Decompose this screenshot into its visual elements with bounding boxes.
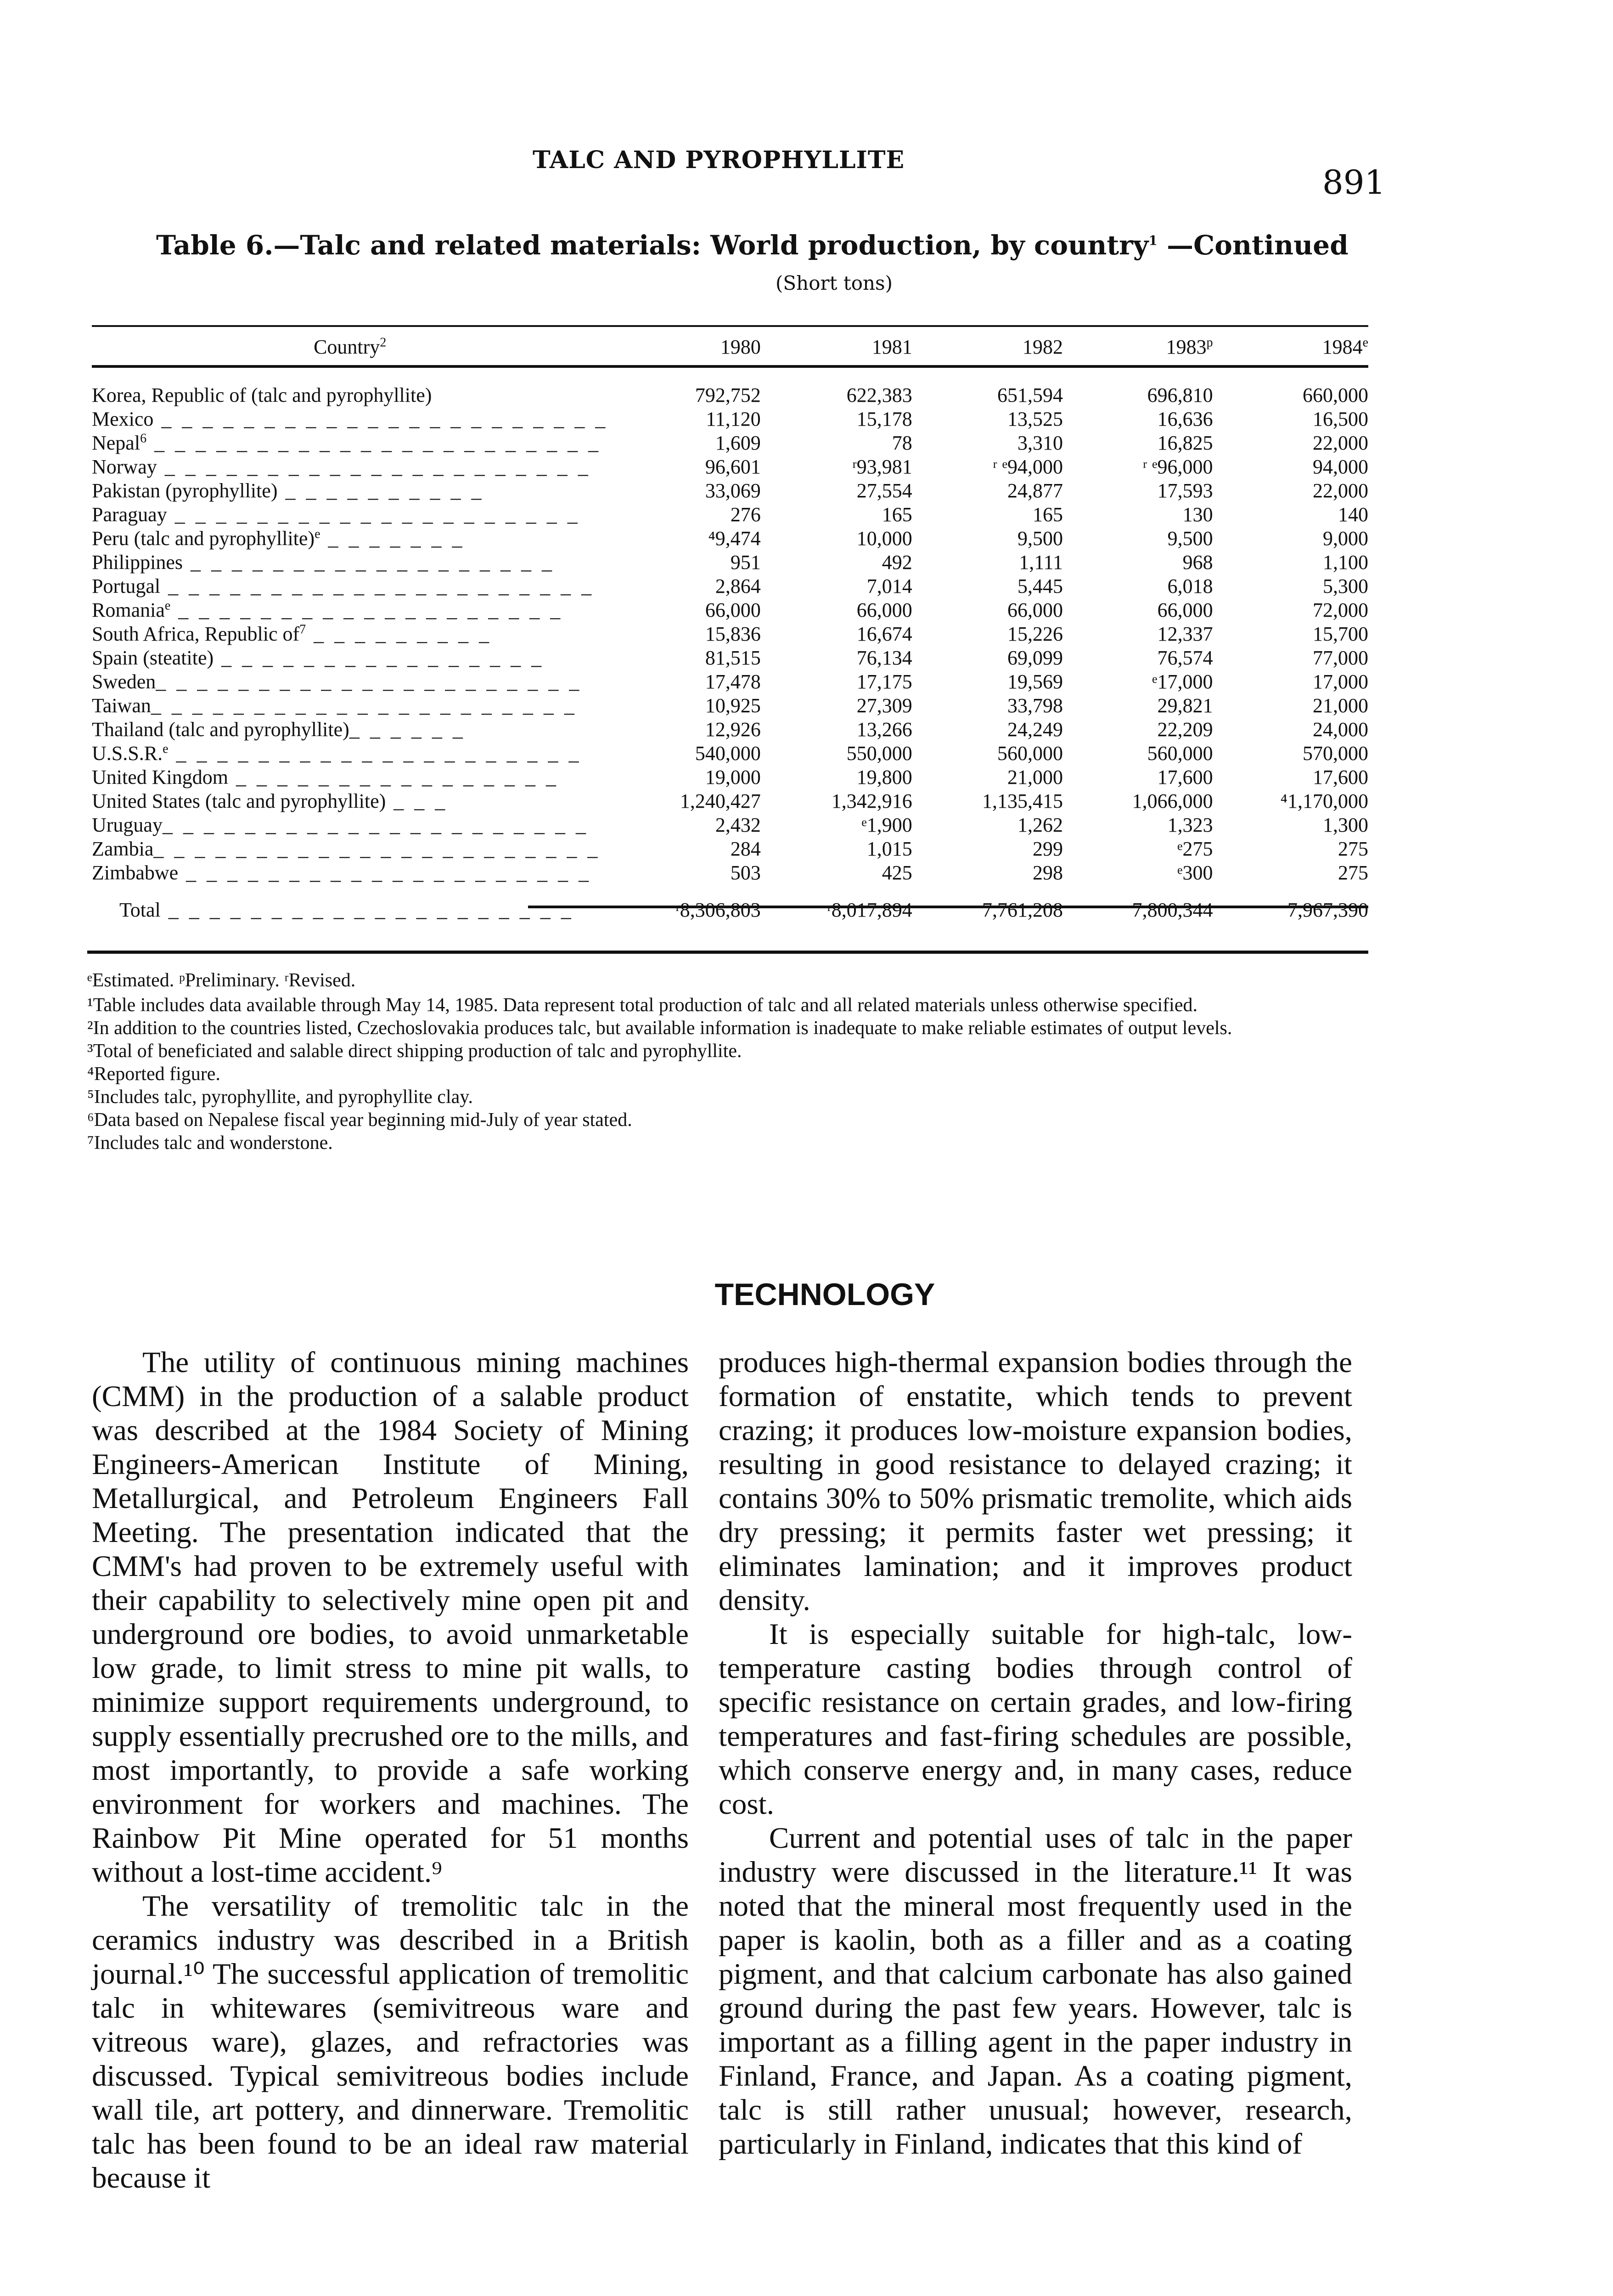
value-cell: ʳ ᵉ94,000 xyxy=(993,456,1063,478)
table-row xyxy=(92,598,1368,622)
table-title-text: Table 6.—Talc and related materials: World production, by country xyxy=(156,230,1149,261)
footnote: ⁵Includes talc, pyrophyllite, and pyrophyllite clay. xyxy=(87,1086,473,1108)
value-cell: 66,000 xyxy=(856,599,912,621)
leader-dots: _ _ _ xyxy=(386,790,448,812)
value-cell: 16,825 xyxy=(1157,432,1213,454)
country-cell xyxy=(92,718,608,742)
table-row xyxy=(92,861,1368,885)
value-cell: 550,000 xyxy=(846,742,912,765)
column-header xyxy=(92,328,608,365)
value-cell: 2,864 xyxy=(715,575,761,597)
total-value-cell: 7,967,390 xyxy=(1287,899,1368,921)
country-cell xyxy=(92,527,608,551)
value-cell: 492 xyxy=(882,551,912,574)
column-header-sup: p xyxy=(1206,335,1213,349)
value-cell: 9,000 xyxy=(1323,527,1368,550)
value-cell: 15,836 xyxy=(705,623,761,645)
total-value-cell: ʳ8,306,803 xyxy=(675,899,761,921)
total-row xyxy=(92,885,1368,935)
column-header xyxy=(912,328,1063,365)
value-cell: 21,000 xyxy=(1007,766,1063,788)
value-cell: 33,069 xyxy=(705,479,761,502)
table-units: (Short tons) xyxy=(776,272,893,294)
footnote: ⁶Data based on Nepalese fiscal year beginning mid-July of year stated. xyxy=(87,1109,632,1131)
value-cell: 24,000 xyxy=(1313,718,1368,741)
value-cell: 11,120 xyxy=(706,408,761,430)
country-sup: 7 xyxy=(299,622,306,637)
value-cell: 951 xyxy=(730,551,761,574)
table-row xyxy=(92,407,1368,431)
country-name: United Kingdom xyxy=(92,766,228,788)
value-cell: 1,100 xyxy=(1323,551,1368,574)
value-cell: 2,432 xyxy=(715,814,761,836)
table-row xyxy=(92,813,1368,837)
value-cell: 19,569 xyxy=(1007,670,1063,693)
value-cell: 1,111 xyxy=(1019,551,1063,574)
leader-dots: _ _ _ _ _ _ _ _ _ _ xyxy=(277,479,484,502)
country-name: Philippines xyxy=(92,551,183,574)
value-cell: 660,000 xyxy=(1303,384,1368,406)
value-cell: 9,500 xyxy=(1167,527,1213,550)
value-cell: 276 xyxy=(730,503,761,526)
value-cell: 13,266 xyxy=(856,718,912,741)
value-cell: 21,000 xyxy=(1313,694,1368,717)
column-header-label: 1980 xyxy=(720,335,761,358)
value-cell: 15,226 xyxy=(1007,623,1063,645)
footnote: ⁴Reported figure. xyxy=(87,1064,220,1085)
table-row xyxy=(92,837,1368,861)
value-cell: 76,574 xyxy=(1157,647,1213,669)
leader-dots: _ _ _ _ _ _ _ _ _ _ _ _ _ _ _ _ xyxy=(228,766,559,788)
country-name: U.S.S.R. xyxy=(92,742,163,765)
leader-dots: _ _ _ _ _ _ xyxy=(349,718,466,741)
page-number: 891 xyxy=(1322,163,1386,202)
value-cell: 165 xyxy=(882,503,912,526)
value-cell: 570,000 xyxy=(1303,742,1368,765)
country-name: Pakistan (pyrophyllite) xyxy=(92,479,278,502)
value-cell: 503 xyxy=(730,861,761,884)
value-cell: ᵉ275 xyxy=(1177,838,1213,860)
footnote: ³Total of beneficiated and salable direct shipping production of talc and pyrophyllite. xyxy=(87,1041,742,1062)
table-row xyxy=(92,765,1368,789)
value-cell: 284 xyxy=(730,838,761,860)
country-name: Spain (steatite) xyxy=(92,647,214,669)
leader-dots: _ _ _ _ _ _ _ _ _ _ _ _ _ _ _ _ _ _ _ _ xyxy=(168,742,582,765)
leader-dots: _ _ _ _ _ _ _ xyxy=(320,527,465,550)
value-cell: 1,300 xyxy=(1323,814,1368,836)
value-cell: 1,066,000 xyxy=(1132,790,1213,812)
value-cell: 165 xyxy=(1032,503,1063,526)
table-row xyxy=(92,646,1368,670)
column-header-label: 1984 xyxy=(1322,335,1363,358)
country-sup: e xyxy=(164,598,171,613)
country-cell xyxy=(92,551,608,574)
value-cell: 560,000 xyxy=(997,742,1063,765)
value-cell: 1,609 xyxy=(715,432,761,454)
value-cell: 33,798 xyxy=(1007,694,1063,717)
leader-dots: _ _ _ _ _ _ _ _ _ _ _ _ _ _ _ _ _ _ _ _ _ _ xyxy=(153,838,601,860)
value-cell: 17,175 xyxy=(856,670,912,693)
spacer-cell xyxy=(92,365,608,383)
column-header-sup: e xyxy=(1362,335,1368,349)
column-header-sup: 2 xyxy=(380,335,387,349)
country-sup: e xyxy=(163,742,169,756)
value-cell: 5,300 xyxy=(1323,575,1368,597)
column-header xyxy=(608,328,760,365)
country-cell xyxy=(92,455,608,479)
country-cell xyxy=(92,383,608,407)
value-cell: 17,000 xyxy=(1313,670,1368,693)
country-cell xyxy=(92,598,608,622)
value-cell: 130 xyxy=(1182,503,1213,526)
table-row xyxy=(92,383,1368,407)
country-cell xyxy=(92,431,608,455)
value-cell: 27,309 xyxy=(856,694,912,717)
value-cell: 275 xyxy=(1338,861,1368,884)
value-cell: 17,593 xyxy=(1157,479,1213,502)
country-cell xyxy=(92,837,608,861)
table-row xyxy=(92,527,1368,551)
value-cell: ⁴1,170,000 xyxy=(1280,790,1368,812)
footnotes xyxy=(87,969,1373,1154)
value-cell: 24,249 xyxy=(1007,718,1063,741)
footnote-ref: 1 xyxy=(1148,233,1158,248)
country-cell xyxy=(92,742,608,765)
country-name: Zambia xyxy=(92,838,154,860)
value-cell: 7,014 xyxy=(866,575,912,597)
footnote: ⁷Includes talc and wonderstone. xyxy=(87,1132,333,1154)
column-header-label: 1982 xyxy=(1022,335,1063,358)
value-cell: 6,018 xyxy=(1167,575,1213,597)
right-column xyxy=(719,1345,1352,2161)
value-cell: 12,926 xyxy=(705,718,761,741)
value-cell: 9,500 xyxy=(1017,527,1063,550)
value-cell: 540,000 xyxy=(695,742,761,765)
value-cell: 1,240,427 xyxy=(680,790,761,812)
country-name: Zimbabwe xyxy=(92,861,179,884)
leader-dots: _ _ _ _ _ _ _ _ _ _ _ _ _ _ _ _ _ _ _ _ xyxy=(178,861,592,884)
value-cell: 17,600 xyxy=(1313,766,1368,788)
value-cell: 17,600 xyxy=(1157,766,1213,788)
production-table xyxy=(92,328,1368,935)
value-cell: 16,636 xyxy=(1157,408,1213,430)
value-cell: 275 xyxy=(1338,838,1368,860)
value-cell: 1,015 xyxy=(866,838,912,860)
value-cell: 78 xyxy=(892,432,912,454)
section-heading: TECHNOLOGY xyxy=(714,1277,935,1312)
country-name: Korea, Republic of (talc and pyrophyllite) xyxy=(92,384,432,406)
value-cell: ʳ93,981 xyxy=(852,456,912,478)
country-sup: e xyxy=(315,527,320,541)
paragraph: produces high-thermal expansion bodies through the formation of enstatite, which tends to prevent crazing; it produces low-moisture expansion bodies, resulting in good resistance to delayed crazing; it contains 30% to 50% prismatic tremolite, which aids dry pressing; it permits faster wet pressing; it eliminates lamination; and it improves product density. xyxy=(719,1346,1352,1617)
value-cell: 81,515 xyxy=(705,647,761,669)
total-value-cell: 7,761,208 xyxy=(982,899,1063,921)
value-cell: 27,554 xyxy=(856,479,912,502)
value-cell: 1,262 xyxy=(1017,814,1063,836)
country-name: Portugal xyxy=(92,575,161,597)
table-title xyxy=(156,230,1349,261)
table-row xyxy=(92,742,1368,765)
column-header xyxy=(1213,328,1368,365)
value-cell: 66,000 xyxy=(705,599,761,621)
total-value-cell: 7,800,344 xyxy=(1132,899,1213,921)
country-cell xyxy=(92,765,608,789)
value-cell: 66,000 xyxy=(1007,599,1063,621)
country-cell xyxy=(92,789,608,813)
value-cell: 13,525 xyxy=(1007,408,1063,430)
value-cell: 16,500 xyxy=(1313,408,1368,430)
paragraph: Current and potential uses of talc in the paper industry were discussed in the literature.¹¹ It was noted that the mineral most frequently used in the paper is kaolin, both as a filler and as a coating pigment, and that calcium carbonate has also gained ground during the past few years. However, talc is important as a filling agent in the paper industry in Finland, France, and Japan. As a coating pigment, talc is still rather unusual; however, research, particularly in Finland, indicates that this kind of xyxy=(719,1822,1352,2161)
country-cell xyxy=(92,407,608,431)
table-header-row xyxy=(92,328,1368,365)
leader-dots: _ _ _ _ _ _ _ _ _ _ _ _ _ _ _ _ _ _ _ _ _ xyxy=(162,814,589,836)
value-cell: ᵉ1,900 xyxy=(861,814,912,836)
leader-dots: _ _ _ _ _ _ _ _ _ _ _ _ _ _ _ _ _ _ _ xyxy=(170,599,563,621)
leader-dots: _ _ _ _ _ _ _ _ _ _ _ _ _ _ _ _ _ _ _ _ xyxy=(167,503,580,526)
table-top-rule xyxy=(92,325,1368,327)
value-cell: ᵉ17,000 xyxy=(1152,670,1213,693)
table-title-suffix: —Continued xyxy=(1157,230,1349,261)
value-cell: 1,135,415 xyxy=(982,790,1063,812)
value-cell: 22,000 xyxy=(1313,432,1368,454)
country-cell xyxy=(92,646,608,670)
country-name: Uruguay xyxy=(92,814,163,836)
table-row xyxy=(92,455,1368,479)
value-cell: 72,000 xyxy=(1313,599,1368,621)
leader-dots: _ _ _ _ _ _ _ _ _ _ _ _ _ _ _ _ _ _ _ _ _ xyxy=(156,670,582,693)
value-cell: 77,000 xyxy=(1313,647,1368,669)
country-name: Sweden xyxy=(92,670,156,693)
table-row xyxy=(92,574,1368,598)
country-name: Peru (talc and pyrophyllite) xyxy=(92,527,315,550)
value-cell: 10,925 xyxy=(705,694,761,717)
value-cell: 651,594 xyxy=(997,384,1063,406)
value-cell: ᵉ300 xyxy=(1177,861,1213,884)
table-row xyxy=(92,694,1368,718)
country-name: Paraguay xyxy=(92,503,167,526)
leader-dots: _ _ _ _ _ _ _ _ _ _ _ _ _ _ _ _ _ _ xyxy=(183,551,555,574)
country-cell xyxy=(92,574,608,598)
total-value-cell: ʳ8,017,894 xyxy=(827,899,912,921)
value-cell: 5,445 xyxy=(1017,575,1063,597)
country-name: Taiwan xyxy=(92,694,151,717)
value-cell: ⁴9,474 xyxy=(708,527,761,550)
table-row xyxy=(92,479,1368,503)
column-header-label: 1983 xyxy=(1166,335,1207,358)
country-cell xyxy=(92,503,608,527)
country-name: Nepal xyxy=(92,432,141,454)
column-header xyxy=(761,328,912,365)
table-row xyxy=(92,503,1368,527)
table-bottom-rule xyxy=(87,951,1368,954)
value-cell: 560,000 xyxy=(1147,742,1213,765)
country-name: Thailand (talc and pyrophyllite) xyxy=(92,718,349,741)
value-cell: 94,000 xyxy=(1313,456,1368,478)
column-header-label: Country xyxy=(314,335,380,358)
value-cell: 792,752 xyxy=(695,384,761,406)
value-cell: 696,810 xyxy=(1147,384,1213,406)
country-name: Mexico xyxy=(92,408,154,430)
value-cell: 425 xyxy=(882,861,912,884)
running-header: TALC AND PYROPHYLLITE xyxy=(533,146,905,174)
table-row xyxy=(92,670,1368,694)
value-cell: 10,000 xyxy=(856,527,912,550)
country-cell xyxy=(92,670,608,694)
table-row xyxy=(92,431,1368,455)
value-cell: 69,099 xyxy=(1007,647,1063,669)
footnote: ¹Table includes data available through May 14, 1985. Data represent total production of talc and all related materials unless otherwise specified. xyxy=(87,995,1197,1016)
country-cell xyxy=(92,861,608,885)
value-cell: 22,000 xyxy=(1313,479,1368,502)
leader-dots: _ _ _ _ _ _ _ _ _ _ _ _ _ _ _ _ _ _ _ _ _ _ xyxy=(146,432,601,454)
value-cell: 16,674 xyxy=(856,623,912,645)
value-cell: 19,000 xyxy=(705,766,761,788)
table-row xyxy=(92,622,1368,646)
country-sup: 6 xyxy=(140,431,147,446)
value-cell: 3,310 xyxy=(1017,432,1063,454)
footnote: ᵉEstimated. ᵖPreliminary. ʳRevised. xyxy=(87,970,356,991)
value-cell: 140 xyxy=(1338,503,1368,526)
value-cell: 1,342,916 xyxy=(831,790,912,812)
leader-dots: _ _ _ _ _ _ _ _ _ _ _ _ _ _ _ _ _ _ _ _ xyxy=(160,899,574,921)
paragraph: The utility of continuous mining machines (CMM) in the production of a salable product was described at the 1984 Society of Mining Engineers-American Institute of Mining, Metallurgical, and Petroleum Engineers Fall Meeting. The presentation indicated that the CMM's had proven to be extremely useful with their capability to selectively mine open pit and underground ore bodies, to avoid unmarketable low grade, to limit stress to mine pit walls, to minimize support requirements underground, to supply essentially precrushed ore to the mills, and most importantly, to provide a safe working environment for workers and machines. The Rainbow Pit Mine operated for 51 months without a lost-time accident.⁹ xyxy=(92,1346,689,1889)
value-cell: 15,178 xyxy=(856,408,912,430)
value-cell: 622,383 xyxy=(846,384,912,406)
value-cell: 29,821 xyxy=(1157,694,1213,717)
table-row xyxy=(92,718,1368,742)
value-cell: ʳ ᵉ96,000 xyxy=(1142,456,1213,478)
value-cell: 968 xyxy=(1182,551,1213,574)
leader-dots: _ _ _ _ _ _ _ _ _ xyxy=(306,623,492,645)
value-cell: 24,877 xyxy=(1007,479,1063,502)
value-cell: 1,323 xyxy=(1167,814,1213,836)
total-label: Total xyxy=(119,899,161,921)
total-label-cell xyxy=(92,885,608,935)
left-column xyxy=(92,1345,689,2195)
value-cell: 19,800 xyxy=(856,766,912,788)
country-cell xyxy=(92,622,608,646)
table-row xyxy=(92,789,1368,813)
value-cell: 96,601 xyxy=(705,456,761,478)
country-name: Romania xyxy=(92,599,165,621)
paragraph: It is especially suitable for high-talc, low-temperature casting bodies through control of specific resistance on certain grades, and low-firing temperatures and fast-firing schedules are possible, which conserve energy and, in many cases, reduce cost. xyxy=(719,1618,1352,1821)
paragraph: The versatility of tremolitic talc in the ceramics industry was described in a British journal.¹⁰ The successful application of tremolitic talc in whitewares (semivitreous ware and vitreous ware), glazes, and refractories was discussed. Typical semivitreous bodies include wall tile, art pottery, and dinnerware. Tremolitic talc has been found to be an ideal raw material because it xyxy=(92,1890,689,2195)
value-cell: 299 xyxy=(1032,838,1063,860)
spacer-row xyxy=(92,365,1368,383)
column-header xyxy=(1063,328,1213,365)
value-cell: 17,478 xyxy=(705,670,761,693)
value-cell: 22,209 xyxy=(1157,718,1213,741)
leader-dots: _ _ _ _ _ _ _ _ _ _ _ _ _ _ _ _ _ _ _ _ _ xyxy=(157,456,591,478)
value-cell: 12,337 xyxy=(1157,623,1213,645)
country-name: Norway xyxy=(92,456,157,478)
country-name: United States (talc and pyrophyllite) xyxy=(92,790,386,812)
leader-dots: _ _ _ _ _ _ _ _ _ _ _ _ _ _ _ _ _ _ _ _ _ xyxy=(160,575,595,597)
leader-dots: _ _ _ _ _ _ _ _ _ _ _ _ _ _ _ _ _ _ _ _ _ xyxy=(151,694,577,717)
country-name: South Africa, Republic of xyxy=(92,623,300,645)
footnote: ²In addition to the countries listed, Czechoslovakia produces talc, but available information is inadequate to make reliable estimates of output levels. xyxy=(87,1018,1232,1039)
table-row xyxy=(92,551,1368,574)
value-cell: 76,134 xyxy=(856,647,912,669)
leader-dots: _ _ _ _ _ _ _ _ _ _ _ _ _ _ _ _ xyxy=(214,647,545,669)
value-cell: 66,000 xyxy=(1157,599,1213,621)
column-header-label: 1981 xyxy=(871,335,912,358)
value-cell: 15,700 xyxy=(1313,623,1368,645)
country-cell xyxy=(92,479,608,503)
country-cell xyxy=(92,813,608,837)
leader-dots: _ _ _ _ _ _ _ _ _ _ _ _ _ _ _ _ _ _ _ _ _ _ xyxy=(153,408,608,430)
value-cell: 298 xyxy=(1032,861,1063,884)
country-cell xyxy=(92,694,608,718)
